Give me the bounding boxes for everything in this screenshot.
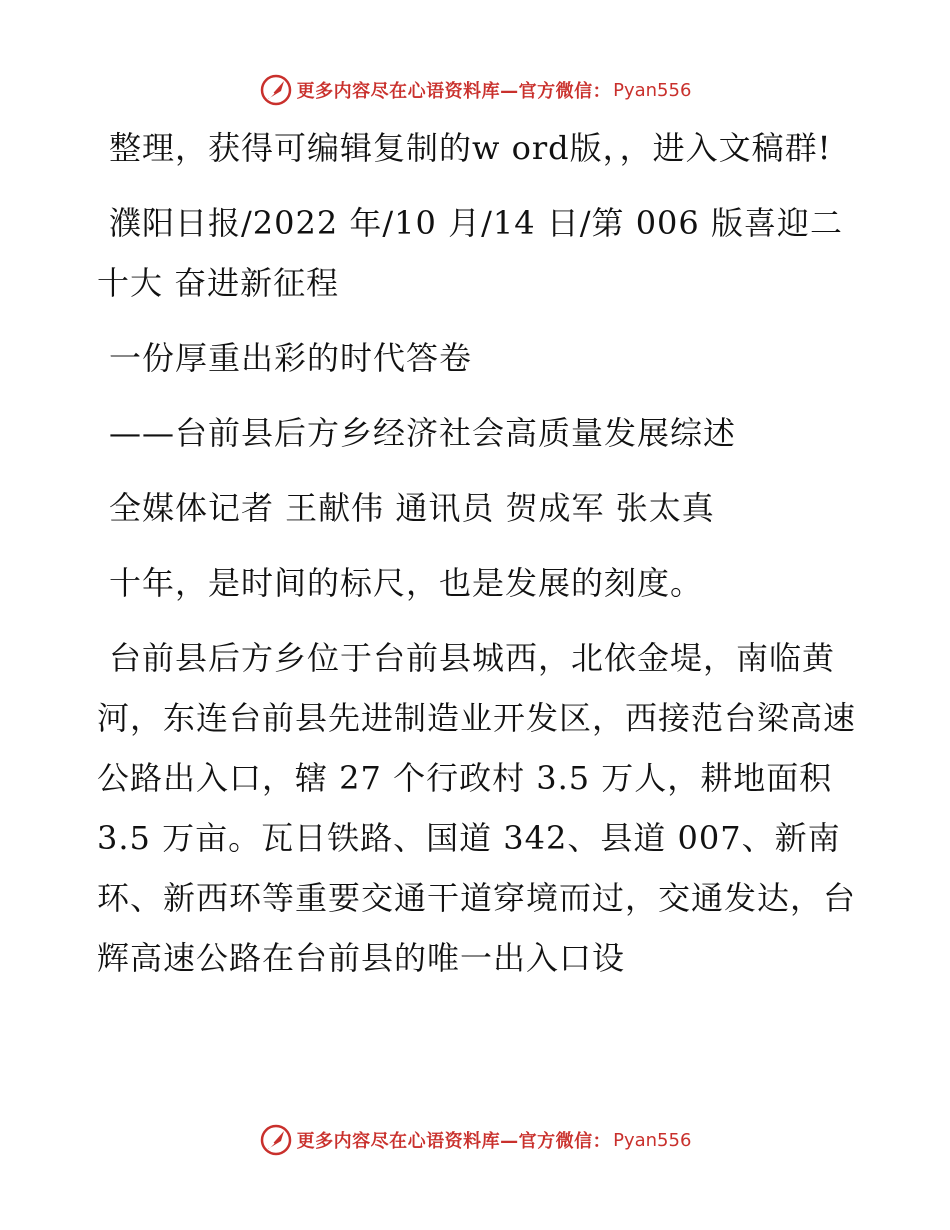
paragraph-intro: 整理，获得可编辑复制的w ord版，，进入文稿群! xyxy=(109,129,832,167)
paragraph-body: 台前县后方乡位于台前县城西，北依金堤，南临黄河，东连台前县先进制造业开发区，西接范台梁高速公路出入口，辖 27 个行政村 3.5 万人，耕地面积 3.5 万亩。瓦日铁路、国道 342、县道 007、新南环、新西环等重要交通干道穿境而过，交通发达，台辉高速公路在台前县的唯一出入口设 xyxy=(97,639,857,977)
banner-wechat-id: Pyan556 xyxy=(613,1129,692,1151)
quill-circle-logo-icon xyxy=(259,73,293,107)
article-byline: 全媒体记者 王献伟 通讯员 贺成军 张太真 xyxy=(109,489,715,527)
article-subtitle: ——台前县后方乡经济社会高质量发展综述 xyxy=(109,414,737,452)
banner-text: 更多内容尽在心语资料库—官方微信： xyxy=(296,81,612,102)
document-body xyxy=(97,118,857,1003)
banner-text: 更多内容尽在心语资料库—官方微信： xyxy=(296,1131,612,1152)
quill-circle-logo-icon xyxy=(259,1123,293,1157)
article-title: 一份厚重出彩的时代答卷 xyxy=(109,339,473,377)
header-banner xyxy=(0,70,950,110)
banner-wechat-id: Pyan556 xyxy=(613,79,692,101)
paragraph-source: 濮阳日报/2022 年/10 月/14 日/第 006 版喜迎二十大 奋进新征程 xyxy=(97,204,843,302)
footer-banner xyxy=(0,1120,950,1160)
paragraph-lead: 十年，是时间的标尺，也是发展的刻度。 xyxy=(109,564,704,602)
